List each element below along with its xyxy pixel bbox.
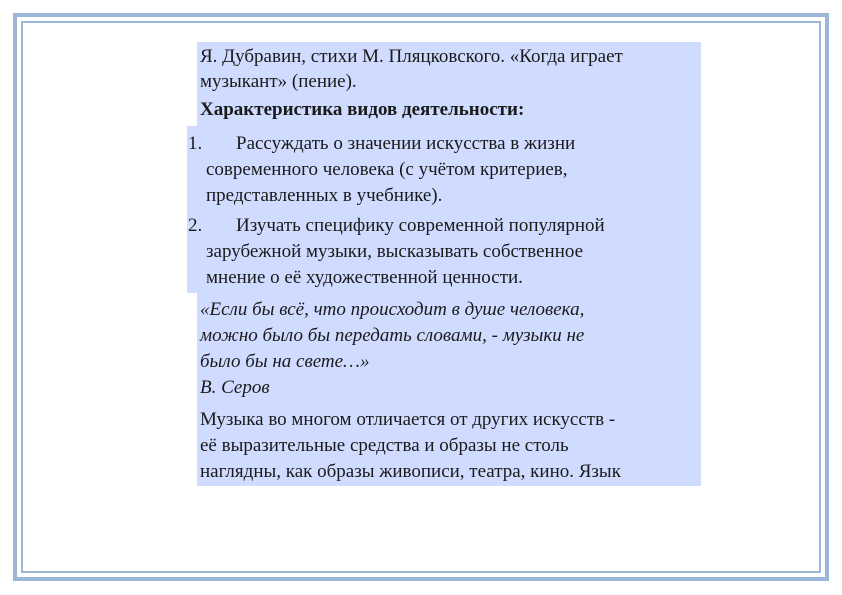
list-item-line: современного человека (с учётом критериев, (206, 159, 568, 180)
list-item-line: Изучать специфику современной популярной (236, 215, 605, 236)
list-number: 1. (188, 133, 203, 154)
list-item-line: зарубежной музыки, высказывать собственное (206, 241, 584, 262)
paragraph-line: наглядны, как образы живописи, театра, кино. Язык (200, 461, 621, 482)
list-item-line: представленных в учебнике). (206, 185, 443, 206)
list-number: 2. (188, 215, 203, 236)
paragraph-line: Музыка во многом отличается от других искусств - (200, 409, 616, 430)
intro-line: Я. Дубравин, стихи М. Пляцковского. «Когда играет (200, 46, 623, 67)
quote-line: можно было бы передать словами, - музыки не (200, 325, 585, 346)
list-item-line: Рассуждать о значении искусства в жизни (236, 133, 576, 154)
paragraph-line: её выразительные средства и образы не столь (200, 435, 569, 456)
quote-line: было бы на свете…» (200, 351, 370, 372)
list-item-line: мнение о её художественной ценности. (206, 267, 523, 288)
quote-line: «Если бы всё, что происходит в душе человека, (200, 299, 585, 320)
activities-heading: Характеристика видов деятельности: (200, 99, 525, 120)
quote-author: В. Серов (200, 377, 270, 398)
intro-line: музыкант» (пение). (200, 71, 357, 92)
